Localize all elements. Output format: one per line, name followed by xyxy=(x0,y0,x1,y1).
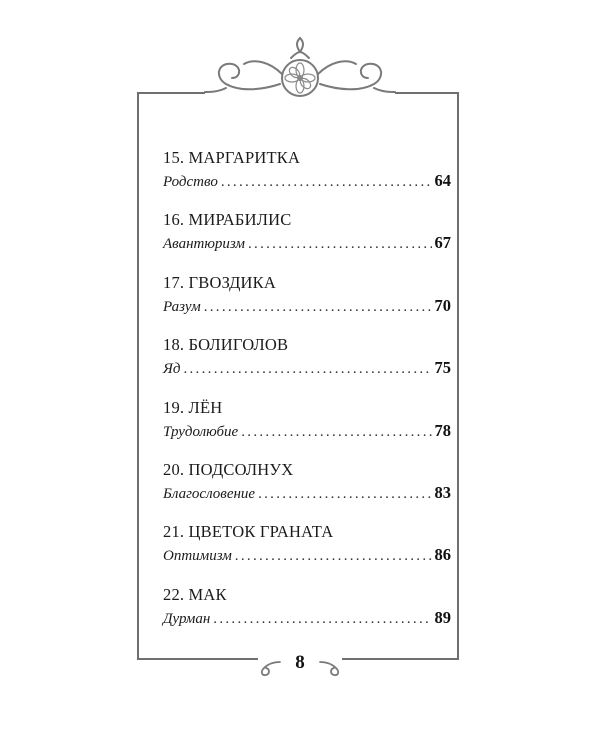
entry-page-number: 70 xyxy=(434,295,451,315)
entry-page-number: 64 xyxy=(434,171,451,190)
dot-leader xyxy=(183,357,431,381)
entry-page-number: 86 xyxy=(434,545,451,565)
dot-leader xyxy=(235,544,432,568)
top-ornament xyxy=(0,0,600,110)
toc-entry[interactable] xyxy=(163,459,451,521)
entry-title: 19. ЛЁН xyxy=(163,397,223,417)
entry-title: 15. МАРГАРИТКА xyxy=(163,148,301,167)
entry-page-number: 78 xyxy=(434,420,451,440)
entry-subtitle: Дурман xyxy=(163,610,211,627)
toc-entry[interactable] xyxy=(163,272,451,334)
entry-subtitle: Оптимизм xyxy=(163,548,232,565)
dot-leader xyxy=(248,232,432,256)
entry-subtitle: Трудолюбие xyxy=(163,423,239,440)
entry-page-number: 75 xyxy=(434,358,451,378)
toc-entry[interactable] xyxy=(163,209,451,271)
entry-page-number: 67 xyxy=(434,233,451,253)
entry-page-number: 89 xyxy=(434,607,451,627)
entry-subtitle: Яд xyxy=(163,361,181,378)
entry-subtitle: Авантюризм xyxy=(163,236,245,253)
page-number: 8 xyxy=(285,652,315,674)
entry-title: 16. МИРАБИЛИС xyxy=(163,210,292,230)
table-of-contents xyxy=(163,147,451,646)
dot-leader xyxy=(221,170,432,194)
dot-leader xyxy=(204,295,432,319)
toc-entry[interactable] xyxy=(163,397,451,459)
toc-entry[interactable] xyxy=(163,334,451,396)
entry-title: 20. ПОДСОЛНУХ xyxy=(163,459,294,479)
entry-title: 21. ЦВЕТОК ГРАНАТА xyxy=(163,522,334,542)
flower-medallion-icon xyxy=(282,60,318,96)
entry-title: 22. МАК xyxy=(163,584,227,604)
entry-page-number: 83 xyxy=(434,482,451,502)
dot-leader xyxy=(241,420,431,444)
entry-subtitle: Благословение xyxy=(163,485,256,502)
toc-entry[interactable] xyxy=(163,584,451,646)
entry-title: 17. ГВОЗДИКА xyxy=(163,272,276,292)
dot-leader xyxy=(258,482,431,506)
entry-subtitle: Разум xyxy=(163,298,201,315)
dot-leader xyxy=(213,607,431,631)
entry-subtitle: Родство xyxy=(163,174,218,190)
entry-title: 18. БОЛИГОЛОВ xyxy=(163,335,289,355)
toc-entry[interactable] xyxy=(163,147,451,209)
toc-entry[interactable] xyxy=(163,521,451,583)
